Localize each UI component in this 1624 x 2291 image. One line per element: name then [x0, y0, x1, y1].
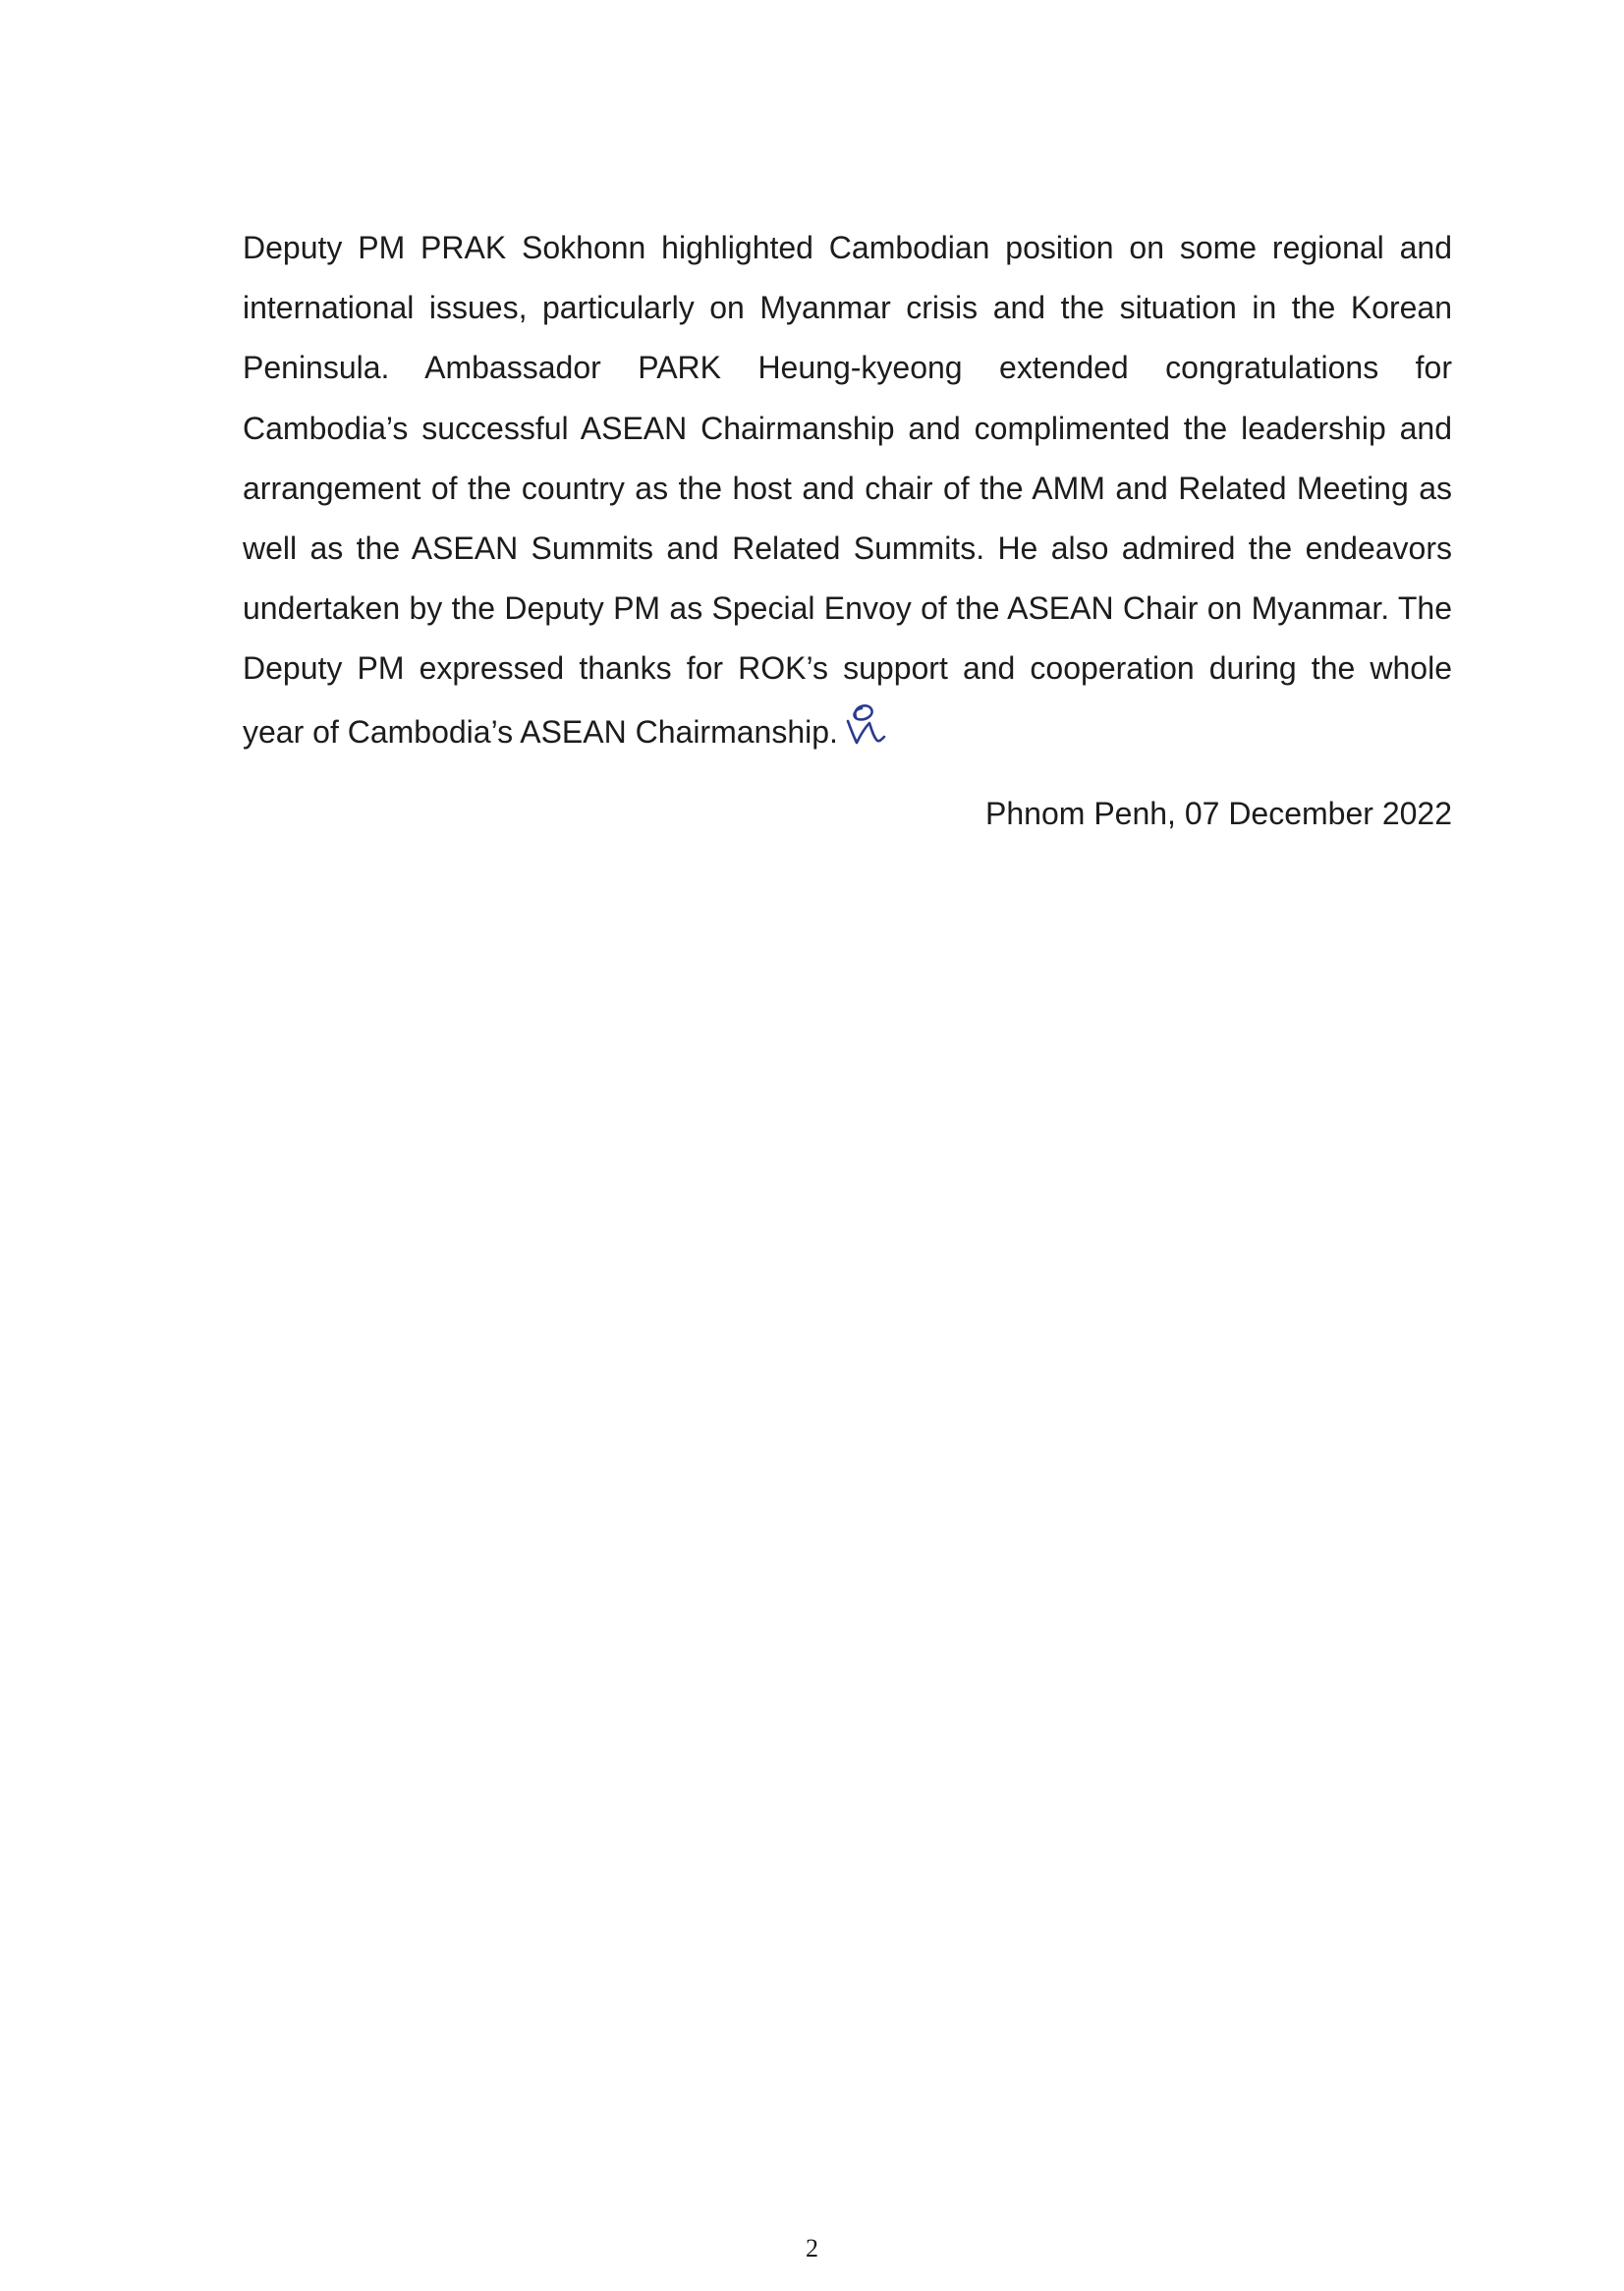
handwritten-initials-icon: [842, 699, 889, 751]
body-paragraph: [243, 218, 1452, 762]
paragraph-text: Deputy PM PRAK Sokhonn highlighted Cambodian position on some regional and international issues, particularly on Myanmar crisis and the situation in the Korean Peninsula. Ambassador PARK Heung-kyeong extended congratulations for Cambodia’s successful ASEAN Chairmanship and complimented the leadership and arrangement of the country as the host and chair of the AMM and Related Meeting as well as the ASEAN Summits and Related Summits. He also admired the endeavors undertaken by the Deputy PM as Special Envoy of the ASEAN Chair on Myanmar. The Deputy PM expressed thanks for ROK’s support and cooperation during the whole year of Cambodia’s ASEAN Chairmanship.: [243, 230, 1452, 750]
page-number: 2: [806, 2234, 818, 2263]
place-and-date: Phnom Penh, 07 December 2022: [985, 796, 1452, 831]
